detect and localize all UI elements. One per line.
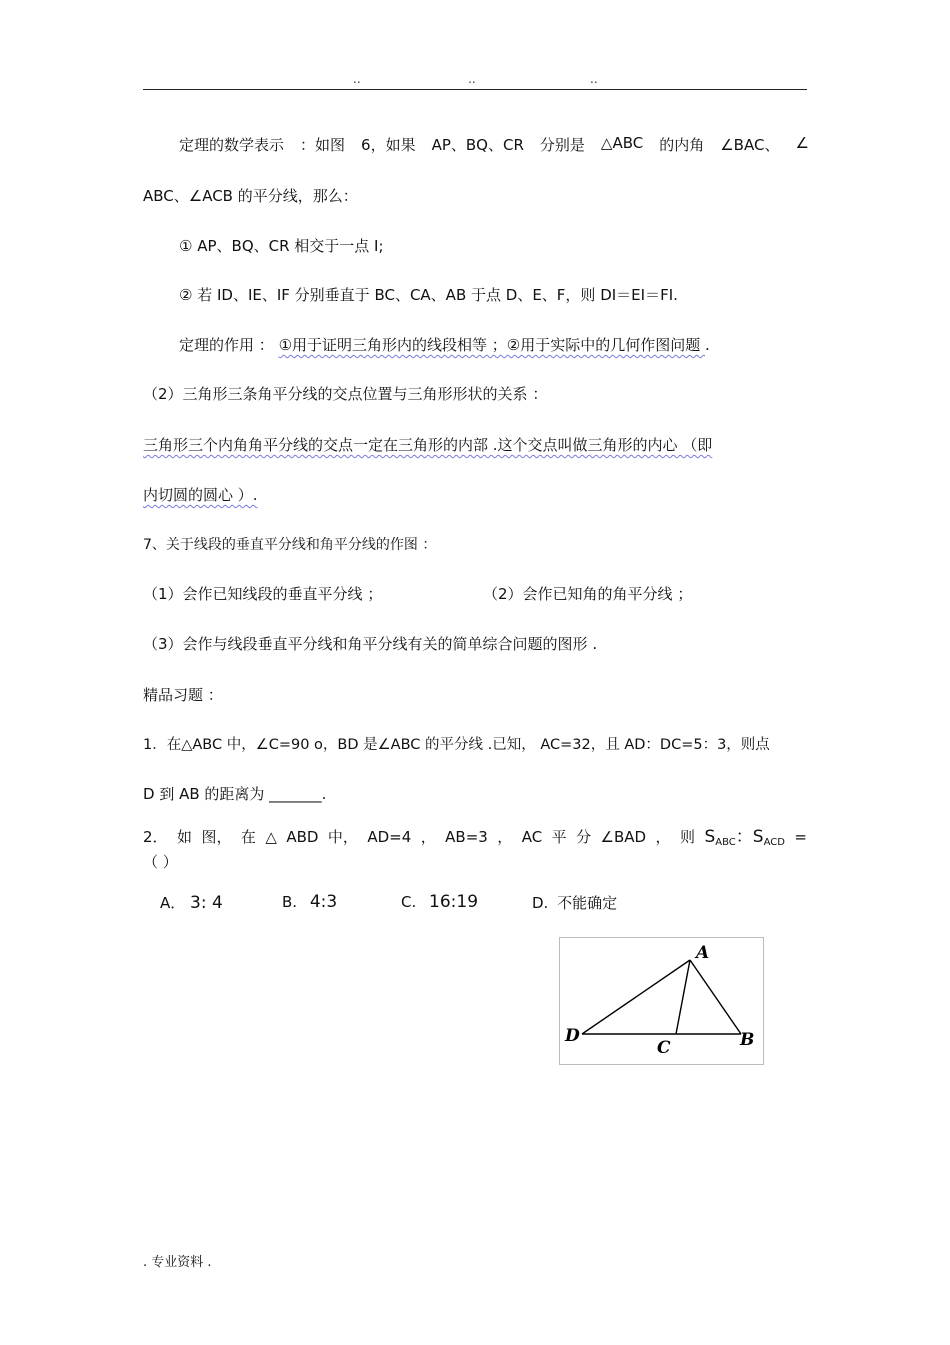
q2-text: = (794, 828, 807, 846)
question-2-line-2: （ ） (143, 853, 178, 871)
option-d (532, 892, 617, 913)
q2-text: 图， (201, 828, 232, 846)
q2-text: ， (655, 828, 671, 846)
section2-text-2-content: 内切圆的圆心 ）. (143, 486, 258, 504)
option-value: 3: 4 (190, 893, 223, 913)
option-letter: C. (401, 893, 417, 911)
section7-heading: 7、关于线段的垂直平分线和角平分线的作图 ： (143, 537, 437, 553)
q2-text: 在 (240, 828, 256, 846)
question-1-line-1: 1．在△ABC 中，∠C=90 o，BD 是∠ABC 的平分线 .已知， AC=32，且 AD：DC=5：3，则点 (143, 737, 770, 753)
label-a: A (696, 943, 710, 963)
q2-text: AC (521, 828, 543, 846)
q2-text: ， (420, 828, 436, 846)
option-value: 不能确定 (557, 894, 618, 912)
theorem-text: 的内角 (659, 136, 705, 154)
theorem-text: ：如图 (300, 136, 346, 154)
option-letter: B. (282, 893, 298, 911)
section7-item-3: （3）会作与线段垂直平分线和角平分线有关的简单综合问题的图形 . (143, 635, 598, 653)
theorem-line-1 (179, 134, 809, 155)
question-2-line-1 (143, 822, 807, 847)
theorem-text: ∠ (795, 134, 809, 152)
option-letter: D. (532, 894, 549, 912)
q2-text: AD=4 (367, 828, 412, 846)
section2-text-1 (143, 434, 807, 455)
theorem-point-1: ① AP、BQ、CR 相交于一点 I; (179, 237, 384, 255)
label-b: B (740, 1030, 755, 1050)
q2-text: 分 (576, 828, 592, 846)
segment-ac (676, 960, 690, 1034)
q2-ratio-sub-2: ACD (763, 837, 785, 848)
option-value: 16:19 (429, 892, 479, 912)
section2-heading: （2）三角形三条角平分线的交点位置与三角形形状的关系 ： (143, 385, 548, 403)
section7-item-1: （1）会作已知线段的垂直平分线 ； (143, 585, 383, 603)
q2-ratio (704, 822, 784, 847)
q2-text: ∠BAD (600, 828, 647, 846)
header-rule (143, 89, 807, 90)
theorem-role-label: 定理的作用 ： (179, 336, 274, 354)
header-dots-2: .. (468, 72, 476, 86)
label-d: D (565, 1026, 580, 1046)
exercises-heading: 精品习题 ： (143, 686, 223, 704)
theorem-text: ∠BAC、 (720, 136, 780, 154)
theorem-text: 6，如果 (361, 136, 416, 154)
triangle-figure (559, 937, 764, 1065)
section2-text-2 (143, 484, 807, 505)
q2-text: 中， (327, 828, 358, 846)
theorem-text: 分别是 (539, 136, 585, 154)
header-dots-3: .. (590, 72, 598, 86)
q2-text: ， (497, 828, 513, 846)
label-c: C (657, 1038, 671, 1058)
segment-da (582, 960, 690, 1034)
theorem-role-text: ①用于证明三角形内的线段相等 ；②用于实际中的几何作图问题 (278, 336, 705, 354)
q2-ratio-colon: ：S (735, 827, 764, 847)
q2-text: △ (265, 828, 277, 846)
q2-text: 2． (143, 828, 168, 846)
theorem-text: 定理的数学表示 (179, 136, 285, 154)
q2-ratio-s: S (704, 827, 716, 847)
option-b (282, 892, 337, 912)
triangle-diagram (560, 938, 763, 1064)
segment-ab (690, 960, 741, 1034)
q2-text: 则 (680, 828, 696, 846)
theorem-line-2: ABC、∠ACB 的平分线，那么： (143, 187, 358, 205)
q2-text: 如 (176, 828, 192, 846)
header-dots-1: .. (353, 72, 361, 86)
theorem-text: AP、BQ、CR (431, 136, 524, 154)
theorem-role-end: . (705, 336, 710, 354)
section7-item-2: （2）会作已知角的角平分线 ； (483, 585, 693, 603)
question-1-line-2: D 到 AB 的距离为 _______. (143, 785, 327, 803)
option-letter: A． (160, 894, 186, 912)
option-a (160, 892, 223, 913)
option-c (401, 892, 478, 912)
theorem-point-2: ② 若 ID、IE、IF 分别垂直于 BC、CA、AB 于点 D、E、F，则 DI＝EI＝FI. (179, 286, 678, 304)
q2-text: ABD (286, 828, 319, 846)
section2-text-1-content: 三角形三个内角角平分线的交点一定在三角形的内部 .这个交点叫做三角形的内心 （即 (143, 436, 713, 454)
q2-text: 平 (551, 828, 567, 846)
option-value: 4:3 (309, 892, 338, 912)
q2-text: AB=3 (445, 828, 488, 846)
theorem-role (179, 334, 843, 355)
q2-ratio-sub-1: ABC (715, 837, 736, 848)
footer-text: . 专业资料 . (143, 1255, 212, 1270)
theorem-text: △ABC (600, 134, 644, 152)
